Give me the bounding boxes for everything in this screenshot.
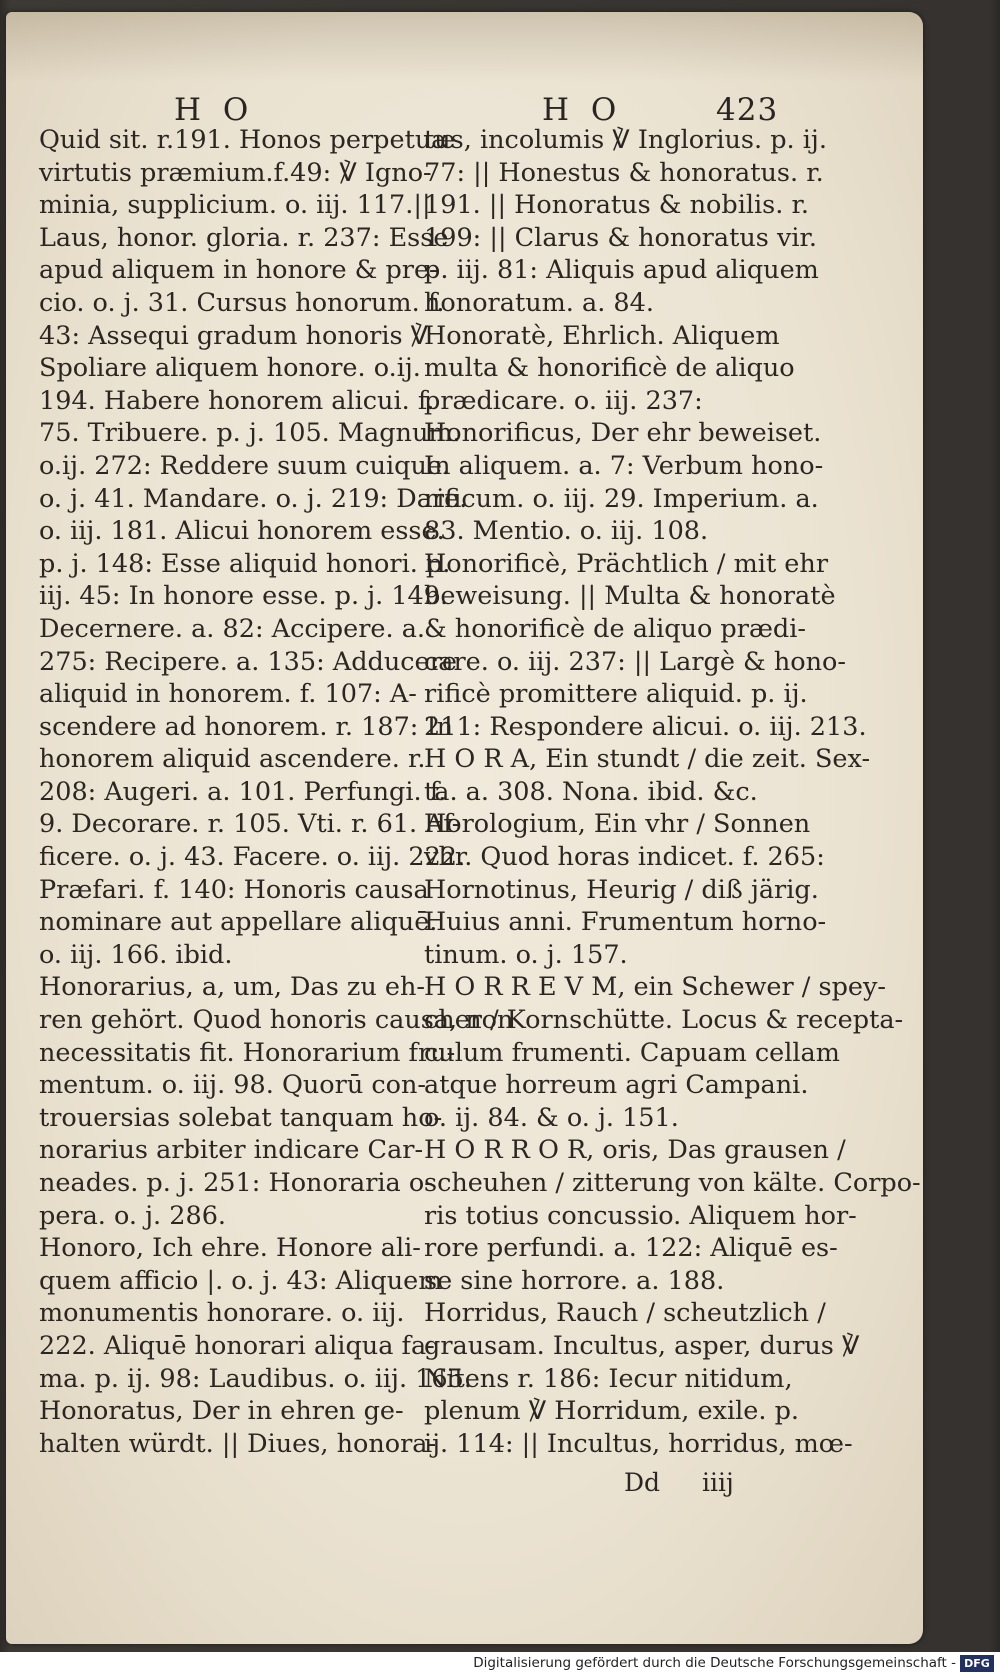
dfg-logo: DFG <box>960 1655 994 1672</box>
text-line: o.ij. 272: Reddere suum cuique. <box>39 450 451 481</box>
text-line: Honorarius, a, um, Das zu eh- <box>39 972 425 1003</box>
text-line: & honorificè de aliquo prædi- <box>424 613 807 644</box>
text-line: Horologium, Ein vhr / Sonnen <box>424 809 811 840</box>
text-line: 275: Recipere. a. 135: Adducere <box>39 646 457 677</box>
text-line: Honoro, Ich ehre. Honore ali- <box>39 1233 421 1264</box>
text-line: prædicare. o. iij. 237: <box>424 385 703 416</box>
text-line: Honoratè, Ehrlich. Aliquem <box>424 320 780 351</box>
running-head-left: H O <box>174 92 255 128</box>
text-line: rificum. o. iij. 29. Imperium. a. <box>424 483 819 514</box>
text-line: pera. o. j. 286. <box>39 1200 227 1231</box>
text-line: apud aliquem in honore & pre- <box>39 255 438 286</box>
text-line: 77: || Honestus & honoratus. r. <box>424 157 824 188</box>
running-head-right: H O <box>542 92 623 128</box>
text-line: Decernere. a. 82: Accipere. a. <box>39 613 426 644</box>
left-text-column <box>39 124 514 1460</box>
right-text-column <box>424 124 921 1460</box>
text-line: 194. Habere honorem alicui. f. <box>39 385 435 416</box>
text-line: 208: Augeri. a. 101. Perfungi. f. <box>39 776 447 807</box>
signature-mark <box>624 1468 804 1504</box>
text-line: virtutis præmium.f.49: ℣ Igno- <box>39 157 432 188</box>
text-line: H O R R E V M, ein Schewer / spey- <box>424 972 887 1003</box>
text-line: Nitens r. 186: Iecur nitidum, <box>424 1363 793 1394</box>
text-line: aliquid in honorem. f. 107: A- <box>39 679 417 710</box>
text-line: culum frumenti. Capuam cellam <box>424 1037 840 1068</box>
text-line: ij. 114: || Incultus, horridus, mœ- <box>424 1428 853 1459</box>
text-line: scendere ad honorem. r. 187: In <box>39 711 454 742</box>
text-line: necessitatis fit. Honorarium fru- <box>39 1037 456 1068</box>
text-line: neades. p. j. 251: Honoraria o- <box>39 1168 433 1198</box>
text-line: beweisung. || Multa & honoratè <box>424 581 836 612</box>
text-line: Hornotinus, Heurig / diß järig. <box>424 874 819 905</box>
text-line: 222. Aliquē honorari aliqua fa- <box>39 1330 435 1361</box>
text-line: rificè promittere aliquid. p. ij. <box>424 679 808 710</box>
book-page <box>6 12 923 1644</box>
footer-credit: Digitalisierung gefördert durch die Deutsche Forschungsgemeinschaft - <box>473 1655 956 1671</box>
text-line: p. j. 148: Esse aliquid honori. p. <box>39 548 451 579</box>
text-line: o. j. 41. Mandare. o. j. 219: Dare. <box>39 483 468 514</box>
text-line: Honorificus, Der ehr beweiset. <box>424 418 822 449</box>
text-line: nominare aut appellare aliquē. <box>39 907 438 938</box>
text-line: ren gehört. Quod honoris causa, non <box>39 1005 514 1036</box>
text-line: cher / Kornschütte. Locus & recepta- <box>424 1005 904 1036</box>
page-number: 423 <box>716 92 779 128</box>
text-line: rore perfundi. a. 122: Aliquē es- <box>424 1233 838 1264</box>
text-line: 9. Decorare. r. 105. Vti. r. 61. Af- <box>39 809 461 840</box>
text-line: iij. 45: In honore esse. p. j. 149. <box>39 581 449 612</box>
text-line: Huius anni. Frumentum horno- <box>424 907 827 938</box>
text-line: ficere. o. j. 43. Facere. o. iij. 222. <box>39 842 466 873</box>
text-line: atque horreum agri Campani. <box>424 1070 809 1101</box>
text-line: tinum. o. j. 157. <box>424 939 628 970</box>
text-line: norarius arbiter indicare Car- <box>39 1135 424 1166</box>
text-line: halten würdt. || Diues, honora- <box>39 1428 437 1459</box>
text-line: p. iij. 81: Aliquis apud aliquem <box>424 255 819 286</box>
text-line: 199: || Clarus & honoratus vir. <box>424 222 817 253</box>
text-line: Laus, honor. gloria. r. 237: Esse <box>39 222 449 253</box>
text-line: 211: Respondere alicui. o. iij. 213. <box>424 711 867 742</box>
text-line: Quid sit. r.191. Honos perpetuæ <box>39 125 456 155</box>
text-line: trouersias solebat tanquam ho- <box>39 1102 443 1133</box>
text-line: Honorificè, Prächtlich / mit ehr <box>424 548 829 579</box>
text-line: Præfari. f. 140: Honoris causa <box>39 874 429 905</box>
text-line: tus, incolumis ℣ Inglorius. p. ij. <box>424 125 827 155</box>
text-line: 75. Tribuere. p. j. 105. Magnum. <box>39 418 461 449</box>
text-line: multa & honorificè de aliquo <box>424 353 795 384</box>
text-line: ta. a. 308. Nona. ibid. &c. <box>424 776 758 807</box>
text-line: scheuhen / zitterung von kälte. Corpo- <box>424 1168 921 1198</box>
text-line: quem afficio |. o. j. 43: Aliquem <box>39 1265 443 1296</box>
signature-number: iiij <box>702 1468 734 1497</box>
text-line: o. iij. 181. Alicui honorem esse. <box>39 516 445 547</box>
text-line: In aliquem. a. 7: Verbum hono- <box>424 450 824 481</box>
text-line: grausam. Incultus, asper, durus ℣ <box>424 1330 860 1361</box>
text-line: 43: Assequi gradum honoris ℣ <box>39 320 429 351</box>
text-line: H O R R O R, oris, Das grausen / <box>424 1135 846 1166</box>
text-line: cio. o. j. 31. Cursus honorum. f. <box>39 287 445 318</box>
text-line: care. o. iij. 237: || Largè & hono- <box>424 646 846 677</box>
text-line: 191. || Honoratus & nobilis. r. <box>424 190 809 221</box>
text-line: 83. Mentio. o. iij. 108. <box>424 516 709 547</box>
text-line: minia, supplicium. o. iij. 117.|| <box>39 190 431 221</box>
signature-letters: Dd <box>624 1468 661 1497</box>
text-line: ma. p. ij. 98: Laudibus. o. iij. 165. <box>39 1363 472 1394</box>
text-line: se sine horrore. a. 188. <box>424 1265 725 1296</box>
text-line: plenum ℣ Horridum, exile. p. <box>424 1396 800 1427</box>
text-line: honorem aliquid ascendere. r. <box>39 744 426 775</box>
text-line: honoratum. a. 84. <box>424 287 654 318</box>
text-line: Honoratus, Der in ehren ge- <box>39 1396 404 1427</box>
digitization-footer <box>0 1652 1000 1676</box>
text-line: o. iij. 166. ibid. <box>39 939 233 970</box>
text-line: ris totius concussio. Aliquem hor- <box>424 1200 857 1231</box>
text-line: H O R A, Ein stundt / die zeit. Sex- <box>424 744 871 775</box>
text-line: o. ij. 84. & o. j. 151. <box>424 1102 679 1133</box>
text-line: Horridus, Rauch / scheutzlich / <box>424 1298 826 1329</box>
text-line: mentum. o. iij. 98. Quorū con- <box>39 1070 427 1101</box>
text-line: monumentis honorare. o. iij. <box>39 1298 405 1329</box>
text-line: vhr. Quod horas indicet. f. 265: <box>424 842 825 873</box>
text-line: Spoliare aliquem honore. o.ij. <box>39 353 421 384</box>
